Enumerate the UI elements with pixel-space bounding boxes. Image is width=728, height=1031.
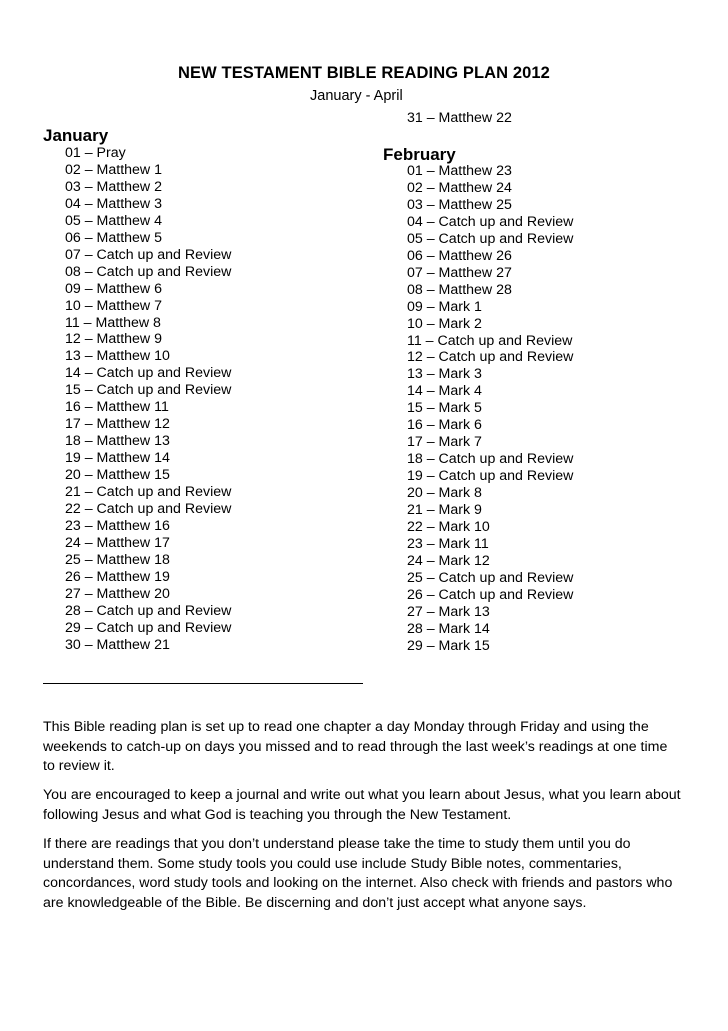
list-item: 05 – Matthew 4 — [65, 212, 163, 229]
list-item: 20 – Mark 8 — [407, 485, 482, 502]
list-item: 16 – Mark 6 — [407, 417, 482, 434]
list-item: 03 – Matthew 25 — [407, 196, 512, 213]
list-item: 09 – Mark 1 — [407, 298, 482, 315]
list-item: 10 – Mark 2 — [407, 315, 482, 332]
list-item: 15 – Catch up and Review — [65, 382, 232, 399]
list-item: 06 – Matthew 5 — [65, 229, 163, 246]
list-item: 11 – Catch up and Review — [407, 332, 573, 349]
list-item: 01 – Matthew 23 — [407, 163, 512, 179]
paragraph-journal: You are encouraged to keep a journal and write out what you learn about Jesus, what you learn about following Jesus and what God is teaching you through the New Testament. — [43, 787, 681, 823]
january-list — [65, 145, 231, 654]
february-list — [407, 163, 573, 655]
list-item: 18 – Catch up and Review — [407, 451, 574, 468]
list-item: 09 – Matthew 6 — [65, 280, 163, 297]
list-item: 14 – Catch up and Review — [65, 365, 232, 382]
february-heading: February — [383, 145, 456, 164]
list-item: 23 – Mark 11 — [407, 535, 489, 552]
list-item: 02 – Matthew 24 — [407, 179, 512, 196]
list-item: 26 – Catch up and Review — [407, 586, 574, 603]
list-item: 04 – Catch up and Review — [407, 213, 574, 230]
list-item: 26 – Matthew 19 — [65, 568, 170, 585]
january-continued-entry — [407, 110, 512, 127]
list-item: 22 – Mark 10 — [407, 519, 490, 536]
list-item: 24 – Matthew 17 — [65, 534, 170, 551]
list-item: 10 – Matthew 7 — [65, 297, 163, 314]
list-item: 15 – Mark 5 — [407, 400, 482, 417]
list-item: 02 – Matthew 1 — [65, 161, 163, 178]
divider-line — [43, 683, 363, 684]
list-item: 29 – Catch up and Review — [65, 619, 232, 636]
list-item: 13 – Matthew 10 — [65, 348, 170, 365]
list-item: 05 – Catch up and Review — [407, 230, 574, 247]
list-item: 27 – Matthew 20 — [65, 585, 170, 602]
list-item: 06 – Matthew 26 — [407, 247, 512, 264]
list-item: 19 – Matthew 14 — [65, 450, 170, 467]
list-item: 28 – Mark 14 — [407, 620, 490, 637]
list-item: 24 – Mark 12 — [407, 552, 490, 569]
january-heading: January — [43, 126, 109, 145]
list-item: 18 – Matthew 13 — [65, 433, 170, 450]
list-item: 17 – Mark 7 — [407, 434, 482, 451]
list-item: 30 – Matthew 21 — [65, 636, 170, 653]
list-item: 04 – Matthew 3 — [65, 195, 163, 212]
list-item: 08 – Catch up and Review — [65, 263, 232, 280]
list-item: 25 – Catch up and Review — [407, 569, 574, 586]
list-item: 19 – Catch up and Review — [407, 468, 574, 485]
list-item: 25 – Matthew 18 — [65, 551, 170, 568]
list-item: 07 – Matthew 27 — [407, 264, 512, 281]
list-item: 31 – Matthew 22 — [407, 110, 512, 126]
list-item: 07 – Catch up and Review — [65, 246, 232, 263]
list-item: 27 – Mark 13 — [407, 603, 490, 620]
list-item: 03 – Matthew 2 — [65, 178, 163, 195]
list-item: 20 – Matthew 15 — [65, 467, 170, 484]
list-item: 16 – Matthew 11 — [65, 399, 169, 416]
list-item: 22 – Catch up and Review — [65, 501, 232, 518]
paragraph-plan-description: This Bible reading plan is set up to read one chapter a day Monday through Friday and using the weekends to catch-up on days you missed and to read through the last week’s readings at one time to review it. — [43, 719, 668, 774]
list-item: 21 – Catch up and Review — [65, 484, 232, 501]
list-item: 14 – Mark 4 — [407, 383, 482, 400]
list-item: 29 – Mark 15 — [407, 637, 490, 654]
page-title: NEW TESTAMENT BIBLE READING PLAN 2012 — [178, 64, 550, 82]
list-item: 17 – Matthew 12 — [65, 416, 170, 433]
list-item: 01 – Pray — [65, 145, 126, 161]
list-item: 12 – Matthew 9 — [65, 331, 163, 348]
paragraph-study: If there are readings that you don’t understand please take the time to study them until you do understand them. Some study tools you could use include Study Bible notes, commentaries, concordances, word study tools and looking on the internet. Also check with friends and pastors who are knowledgeable of the Bible. Be discerning and don’t just accept what anyone says. — [43, 836, 673, 911]
list-item: 21 – Mark 9 — [407, 502, 482, 519]
list-item: 28 – Catch up and Review — [65, 602, 232, 619]
list-item: 08 – Matthew 28 — [407, 281, 512, 298]
list-item: 12 – Catch up and Review — [407, 349, 574, 366]
list-item: 13 – Mark 3 — [407, 366, 482, 383]
page-subtitle: January - April — [310, 88, 403, 104]
list-item: 23 – Matthew 16 — [65, 517, 170, 534]
list-item: 11 – Matthew 8 — [65, 314, 161, 331]
